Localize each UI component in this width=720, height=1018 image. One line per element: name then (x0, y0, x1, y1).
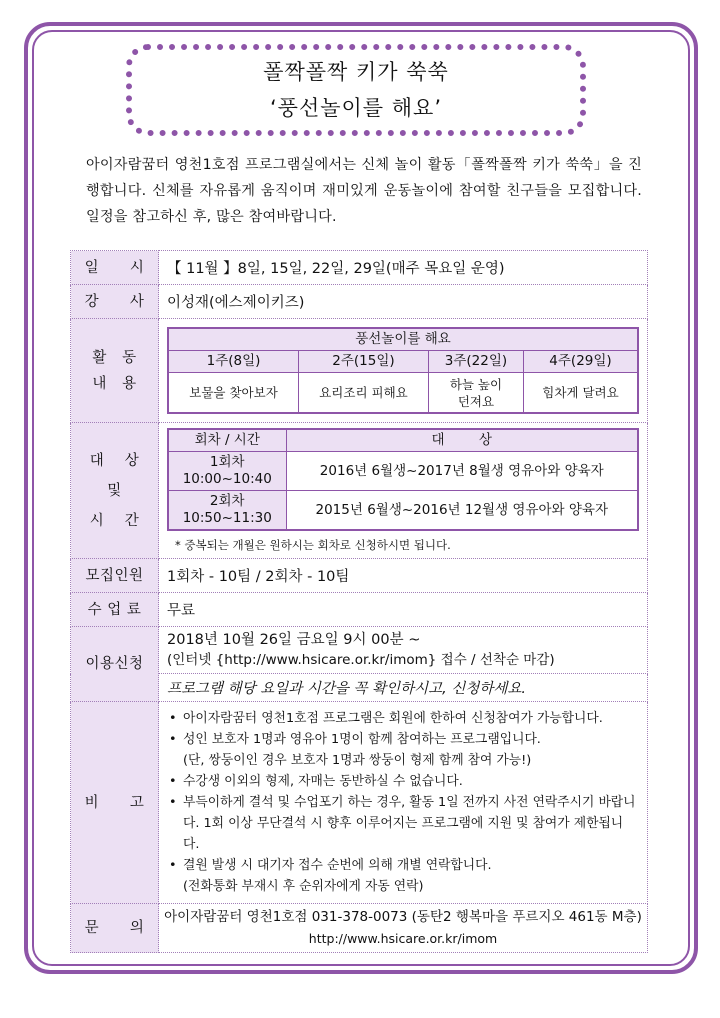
content-4: 힘차게 달려요 (524, 373, 639, 413)
content-1: 보물을 찾아보자 (168, 373, 299, 413)
session-2-name: 2회차 (209, 493, 245, 509)
value-remarks (159, 702, 648, 904)
row-remarks (71, 702, 648, 904)
col-target: 대 상 (286, 429, 638, 452)
apply-line-1: 2018년 10월 26일 금요일 9시 00분 ~ (167, 632, 421, 648)
week-3: 3주(22일) (428, 351, 523, 373)
title-line-1: 폴짝폴짝 키가 쑥쑥 (263, 60, 449, 84)
session-1-target: 2016년 6월생~2017년 8월생 영유아와 양육자 (286, 452, 638, 491)
contact-url: http://www.hsicare.or.kr/imom (308, 931, 498, 946)
week-2: 2주(15일) (299, 351, 429, 373)
label-target-2: 및 (107, 482, 122, 499)
content-2: 요리조리 피해요 (299, 373, 429, 413)
session-1-time: 10:00~10:40 (182, 471, 272, 487)
value-fee: 무료 (159, 593, 648, 627)
label-activity (71, 319, 159, 423)
label-remarks: 비 고 (71, 702, 159, 904)
target-table (167, 428, 639, 531)
row-instructor (71, 285, 648, 319)
apply-line-2: (인터넷 {http://www.hsicare.or.kr/imom} 접수 / 선착순 마감) (167, 652, 555, 668)
label-activity-2: 내 용 (92, 375, 137, 392)
info-table (70, 250, 648, 953)
col-session: 회차 / 시간 (168, 429, 286, 452)
intro-text: 아이자람꿈터 영천1호점 프로그램실에서는 신체 놀이 활동「폴짝폴짝 키가 쑥쑥」을 진행합니다. 신체를 자유롭게 움직이며 재미있게 운동놀이에 참여할 친구들을 모집합니다. 일정을 참고하신 후, 많은 참여바랍니다. (86, 157, 642, 225)
week-1: 1주(8일) (168, 351, 299, 373)
row-contact (71, 904, 648, 953)
value-contact (159, 904, 648, 953)
session-2-target: 2015년 6월생~2016년 12월생 영유아와 양육자 (286, 491, 638, 531)
label-apply: 이용신청 (71, 627, 159, 702)
remark-item: • 수강생 이외의 형제, 자매는 동반하실 수 없습니다. (169, 771, 639, 792)
label-schedule: 일 시 (71, 251, 159, 285)
label-target-1: 대 상 (89, 452, 140, 469)
row-recruit (71, 559, 648, 593)
remark-item: (단, 쌍둥이인 경우 보호자 1명과 쌍둥이 형제 함께 참여 가능!) (183, 753, 532, 768)
title-line-2: ‘풍선놀이를 해요’ (269, 96, 443, 120)
title-box (126, 44, 586, 136)
row-apply (71, 627, 648, 674)
value-schedule: 【 11월 】8일, 15일, 22일, 29일(매주 목요일 운영) (159, 251, 648, 285)
label-target-3: 시 간 (89, 512, 140, 529)
value-activity (159, 319, 648, 423)
value-target (159, 423, 648, 559)
session-2-time: 10:50~11:30 (182, 510, 272, 526)
label-contact: 문 의 (71, 904, 159, 953)
remark-item: • 결원 발생 시 대기자 접수 순번에 의해 개별 연락합니다. (169, 855, 639, 876)
remark-item: • 부득이하게 결석 및 수업포기 하는 경우, 활동 1일 전까지 사전 연락주시기 바랍니다. 1회 이상 무단결석 시 향후 이루어지는 프로그램에 지원 및 참여가 제한됩니다. (169, 792, 639, 855)
session-1-name: 1회차 (209, 454, 245, 470)
activity-header: 풍선놀이를 해요 (168, 328, 638, 351)
row-schedule (71, 251, 648, 285)
row-fee (71, 593, 648, 627)
remark-item: • 성인 보호자 1명과 영유아 1명이 함께 참여하는 프로그램입니다. (169, 729, 639, 750)
label-instructor: 강 사 (71, 285, 159, 319)
value-instructor: 이성재(에스제이키즈) (159, 285, 648, 319)
apply-line-3: 프로그램 해당 요일과 시간을 꼭 확인하시고, 신청하세요. (159, 674, 648, 702)
content-3: 하늘 높이 던져요 (428, 373, 523, 413)
session-2 (168, 491, 286, 531)
session-1 (168, 452, 286, 491)
remark-item: (전화통화 부재시 후 순위자에게 자동 연락) (183, 879, 424, 894)
label-target (71, 423, 159, 559)
contact-line-1: 아이자람꿈터 영천1호점 031-378-0073 (동탄2 행복마을 푸르지오 461동 M층) (164, 909, 642, 925)
row-target (71, 423, 648, 559)
activity-table (167, 327, 639, 414)
remarks-list (163, 704, 643, 901)
remark-item: • 아이자람꿈터 영천1호점 프로그램은 회원에 한하여 신청참여가 가능합니다. (169, 708, 639, 729)
target-note: * 중복되는 개월은 원하시는 회차로 신청하시면 됩니다. (175, 538, 451, 552)
label-fee: 수 업 료 (71, 593, 159, 627)
value-apply (159, 627, 648, 674)
label-activity-1: 활 동 (92, 349, 137, 366)
row-activity (71, 319, 648, 423)
value-recruit: 1회차 - 10팀 / 2회차 - 10팀 (159, 559, 648, 593)
week-4: 4주(29일) (524, 351, 639, 373)
label-recruit: 모집인원 (71, 559, 159, 593)
